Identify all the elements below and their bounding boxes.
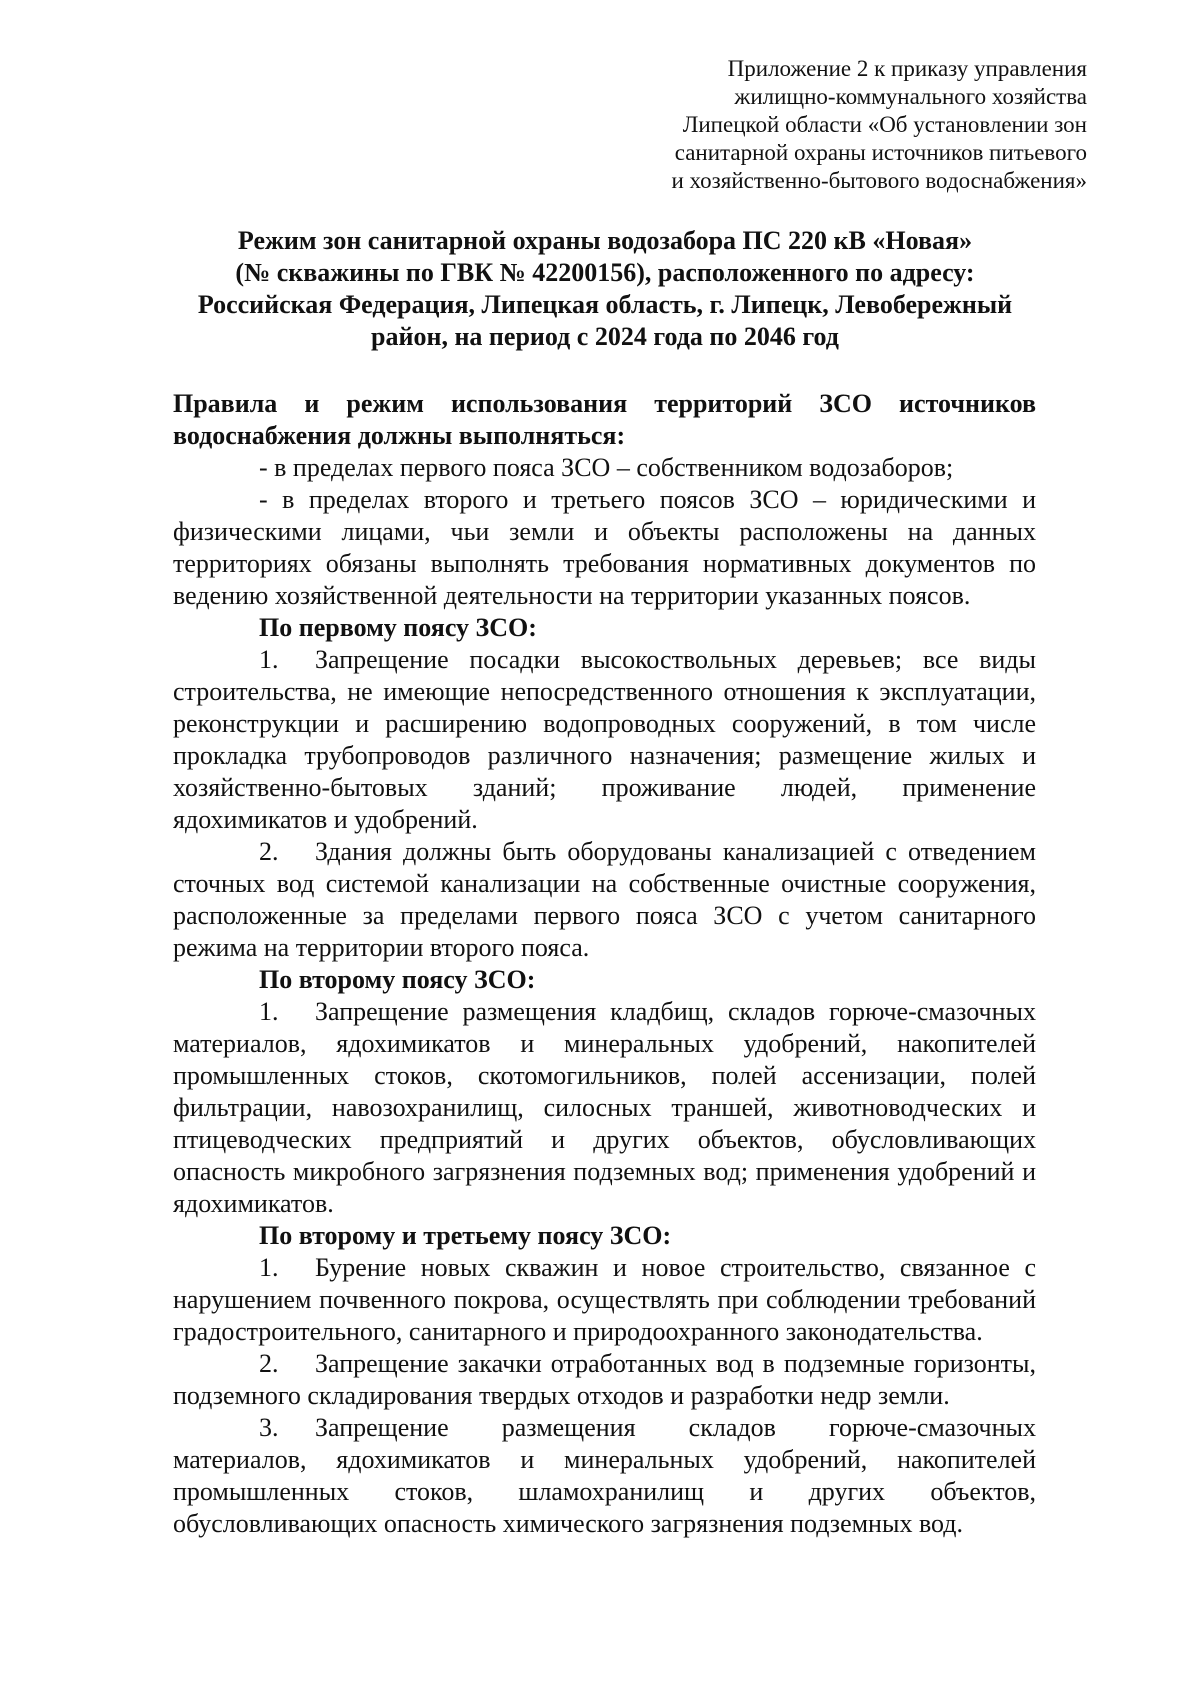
item-number: 3. xyxy=(259,1413,279,1442)
rules-bullet-first-zone: - в пределах первого пояса ЗСО – собственником водозаборов; xyxy=(259,453,954,482)
appendix-line: жилищно-коммунального хозяйства xyxy=(734,84,1087,109)
title-line: район, на период с 2024 года по 2046 год xyxy=(371,322,839,351)
appendix-line: Липецкой области «Об установлении зон xyxy=(682,112,1087,137)
rules-intro: Правила и режим использования территорий ЗСО источников водоснабжения должны выполняться: xyxy=(173,389,1036,450)
zone23-item xyxy=(173,1348,1036,1412)
appendix-line: Приложение 2 к приказу управления xyxy=(727,56,1087,81)
item-number: 2. xyxy=(259,837,279,866)
item-text: Запрещение закачки отработанных вод в подземные горизонты, подземного складирования твердых отходов и разработки недр земли. xyxy=(173,1349,1036,1410)
zone23-item xyxy=(173,1412,1036,1540)
appendix-note xyxy=(567,55,1087,195)
item-text: Здания должны быть оборудованы канализацией с отведением сточных вод системой канализации на собственные очистные сооружения, расположенные за пределами первого пояса ЗСО с учетом санитарного режима на территории второго пояса. xyxy=(173,837,1036,962)
title-line: Режим зон санитарной охраны водозабора ПС 220 кВ «Новая» xyxy=(237,226,973,255)
item-number: 1. xyxy=(259,645,279,674)
document-title xyxy=(170,225,1040,353)
zone2-item xyxy=(173,996,1036,1220)
item-text: Запрещение посадки высокоствольных деревьев; все виды строительства, не имеющие непосредственного отношения к эксплуатации, реконструкции и расширению водопроводных сооружений, в том числе прокладка трубопроводов различного назначения; размещение жилых и хозяйственно-бытовых зданий; проживание людей, применение ядохимикатов и удобрений. xyxy=(173,645,1036,834)
item-number: 2. xyxy=(259,1349,279,1378)
zone1-item xyxy=(173,836,1036,964)
item-number: 1. xyxy=(259,997,279,1026)
zone1-heading: По первому поясу ЗСО: xyxy=(259,613,537,642)
title-line: (№ скважины по ГВК № 42200156), расположенного по адресу: xyxy=(235,258,975,287)
item-text: Запрещение размещения складов горюче-смазочных материалов, ядохимикатов и минеральных удобрений, накопителей промышленных стоков, шламохранилищ и других объектов, обусловливающих опасность химического загрязнения подземных вод. xyxy=(173,1413,1036,1538)
zone23-item xyxy=(173,1252,1036,1348)
appendix-line: санитарной охраны источников питьевого xyxy=(674,140,1087,165)
title-line: Российская Федерация, Липецкая область, г. Липецк, Левобережный xyxy=(197,290,1013,319)
rules-bullet-second-third-zone: - в пределах второго и третьего поясов ЗСО – юридическими и физическими лицами, чьи земли и объекты расположены на данных территориях обязаны выполнять требования нормативных документов по ведению хозяйственной деятельности на территории указанных поясов. xyxy=(173,485,1036,610)
zone1-item xyxy=(173,644,1036,836)
appendix-line: и хозяйственно-бытового водоснабжения» xyxy=(671,168,1087,193)
zone23-heading: По второму и третьему поясу ЗСО: xyxy=(259,1221,672,1250)
document-body xyxy=(173,388,1036,1540)
item-text: Бурение новых скважин и новое строительство, связанное с нарушением почвенного покрова, осуществлять при соблюдении требований градостроительного, санитарного и природоохранного законодательства. xyxy=(173,1253,1036,1346)
zone2-heading: По второму поясу ЗСО: xyxy=(259,965,536,994)
item-text: Запрещение размещения кладбищ, складов горюче-смазочных материалов, ядохимикатов и минеральных удобрений, накопителей промышленных стоков, скотомогильников, полей ассенизации, полей фильтрации, навозохранилищ, силосных траншей, животноводческих и птицеводческих предприятий и других объектов, обусловливающих опасность микробного загрязнения подземных вод; применения удобрений и ядохимикатов. xyxy=(173,997,1036,1218)
item-number: 1. xyxy=(259,1253,279,1282)
